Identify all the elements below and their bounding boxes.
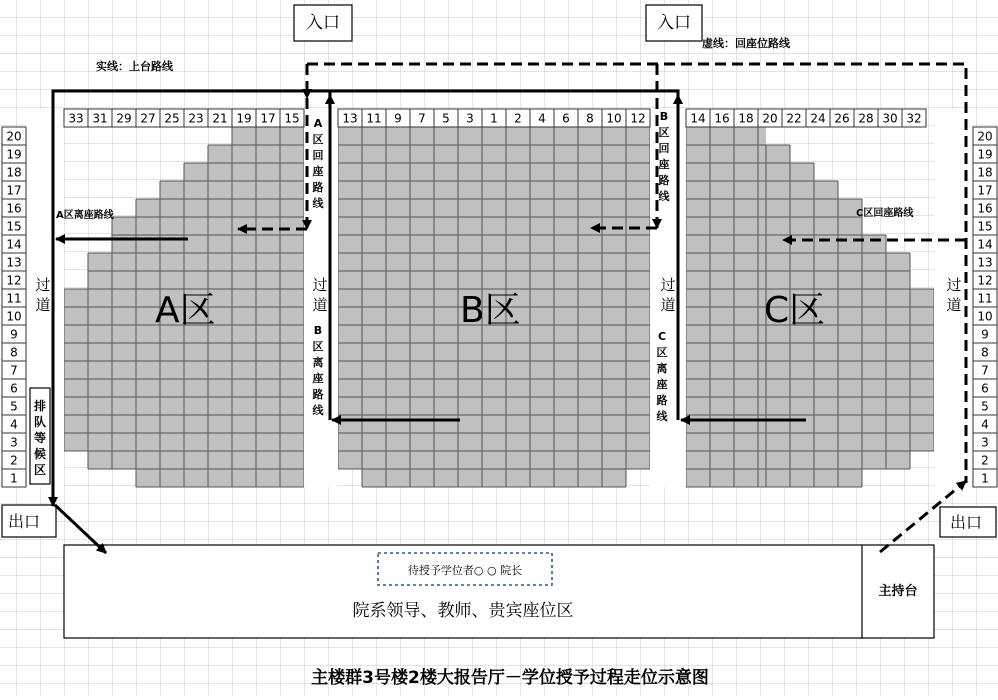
b-leave-label-char: 线 [312, 404, 324, 417]
col-header-b: 12 [630, 111, 646, 126]
section-c-label [764, 290, 825, 331]
col-header-a: 15 [284, 111, 300, 126]
row-number: 18 [6, 165, 22, 180]
queue-area-chars-char: 队 [33, 415, 47, 429]
col-header-b: 1 [490, 111, 498, 126]
col-header-b: 11 [366, 111, 382, 126]
col-header-b: 7 [418, 111, 426, 126]
col-header-b: 2 [514, 111, 522, 126]
aisle-label-left-char: 道 [35, 296, 51, 314]
row-number: 5 [981, 399, 989, 414]
row-number: 8 [981, 345, 989, 360]
c-return-label: C区回座路线 [856, 208, 914, 219]
exit-right-label: 出口 [949, 513, 983, 532]
row-number: 8 [10, 345, 18, 360]
diagram-title: 主楼群3号楼2楼大报告厅－学位授予过程走位示意图 [311, 668, 709, 688]
row-number: 13 [6, 255, 22, 270]
row-number: 17 [6, 183, 22, 198]
c-leave-label-char: 线 [656, 410, 668, 423]
entrance-left-label: 入口 [306, 13, 340, 33]
seat-block-c [862, 235, 886, 469]
seat-block-a [160, 181, 184, 487]
row-number: 20 [977, 129, 993, 144]
col-header-b: 3 [466, 111, 474, 126]
b-leave-label-char: 座 [312, 372, 324, 385]
b-return-label-char: 路 [658, 174, 670, 187]
row-number: 12 [6, 273, 22, 288]
row-number: 6 [981, 381, 989, 396]
a-return-label-char: 路 [312, 181, 324, 194]
col-header-c: 26 [834, 111, 850, 126]
section-a-label [155, 290, 216, 331]
a-return-label-char: 线 [312, 197, 324, 210]
col-header-b: 6 [562, 111, 570, 126]
b-leave-label-char: B [313, 324, 323, 337]
b-return-label-char: 区 [658, 126, 670, 139]
row-number: 5 [10, 399, 18, 414]
row-number: 16 [6, 201, 22, 216]
row-number: 19 [977, 147, 993, 162]
row-number: 10 [6, 309, 22, 324]
aisle-label-b-c-char: 道 [660, 296, 676, 314]
b-leave-label-char: 离 [312, 356, 324, 369]
c-leave-label-char: 路 [656, 394, 668, 407]
c-leave-label-char: 区 [656, 346, 668, 359]
exit-left-label: 出口 [7, 512, 41, 531]
col-header-c: 22 [786, 111, 802, 126]
row-number: 11 [977, 291, 993, 306]
row-number: 1 [10, 471, 18, 486]
queue-area-chars-char: 候 [33, 447, 47, 461]
row-number: 7 [981, 363, 989, 378]
row-number: 4 [981, 417, 989, 432]
section-b-text: B区 [460, 290, 521, 331]
row-number: 9 [10, 327, 18, 342]
col-header-a: 17 [260, 111, 276, 126]
row-number: 15 [6, 219, 22, 234]
row-number: 16 [977, 201, 993, 216]
row-number: 19 [6, 147, 22, 162]
col-header-b: 5 [442, 111, 450, 126]
seat-block-b [626, 127, 650, 469]
b-return-label-char: 线 [658, 190, 670, 203]
aisle-label-b-c-char: 过 [660, 276, 676, 294]
row-number: 11 [6, 291, 22, 306]
queue-area-chars-char: 区 [33, 463, 47, 477]
section-a-text: A区 [155, 290, 216, 331]
col-header-c: 20 [762, 111, 778, 126]
col-header-b: 4 [538, 111, 546, 126]
row-number: 6 [10, 381, 18, 396]
c-leave-label-char: C [657, 330, 667, 343]
column-headers [64, 109, 926, 127]
seat-block-a [64, 289, 88, 451]
aisle-label-right-char: 道 [946, 296, 962, 314]
row-numbers-right [973, 127, 997, 487]
podium-label: 主持台 [878, 584, 918, 599]
row-numbers-left [2, 127, 26, 487]
col-header-a: 29 [116, 111, 132, 126]
a-return-label-char: 座 [312, 165, 324, 178]
a-leave-label: A区离座路线 [56, 210, 114, 221]
col-header-a: 23 [188, 111, 204, 126]
seat-block-c [814, 181, 838, 487]
col-header-a: 31 [92, 111, 108, 126]
row-number: 2 [981, 453, 989, 468]
front-area-label: 院系领导、教师、贵宾座位区 [352, 601, 574, 621]
aisle-label-left-char: 过 [35, 276, 51, 294]
b-leave-label-char: 路 [312, 388, 324, 401]
row-number: 1 [981, 471, 989, 486]
row-number: 10 [977, 309, 993, 324]
row-number: 4 [10, 417, 18, 432]
row-number: 2 [10, 453, 18, 468]
row-number: 9 [981, 327, 989, 342]
col-header-a: 19 [236, 111, 252, 126]
queue-area-chars-char: 等 [33, 431, 47, 445]
col-header-c: 32 [906, 111, 922, 126]
a-return-label-char: A [313, 117, 323, 130]
legend-dashed: 虚线：回座位路线 [702, 37, 790, 50]
col-header-c: 24 [810, 111, 826, 126]
a-return-label-char: 回 [312, 149, 324, 162]
b-return-label-char: 回 [658, 142, 670, 155]
queue-area-chars-char: 排 [33, 399, 47, 413]
col-header-a: 33 [68, 111, 84, 126]
entrance-right-label: 入口 [657, 13, 691, 33]
col-header-b: 13 [342, 111, 358, 126]
row-number: 14 [6, 237, 22, 252]
b-return-label-char: B [659, 110, 669, 123]
front-legend-text: 待授予学位者○ ○ 院长 [407, 564, 523, 577]
b-return-label-char: 座 [658, 158, 670, 171]
aisle-label-a-b-char: 道 [312, 296, 328, 314]
col-header-c: 16 [714, 111, 730, 126]
row-number: 20 [6, 129, 22, 144]
col-header-b: 9 [394, 111, 402, 126]
section-c-text: C区 [764, 290, 826, 331]
col-header-c: 28 [858, 111, 874, 126]
row-number: 15 [977, 219, 993, 234]
aisle-label-right-char: 过 [946, 276, 962, 294]
col-header-a: 27 [140, 111, 156, 126]
col-header-a: 25 [164, 111, 180, 126]
row-number: 3 [10, 435, 18, 450]
col-header-c: 18 [738, 111, 754, 126]
row-number: 18 [977, 165, 993, 180]
col-header-b: 8 [586, 111, 594, 126]
b-leave-label-char: 区 [312, 340, 324, 353]
row-number: 13 [977, 255, 993, 270]
c-leave-label-char: 离 [656, 362, 668, 375]
col-header-b: 10 [606, 111, 622, 126]
row-number: 17 [977, 183, 993, 198]
section-b-label [460, 290, 521, 331]
row-number: 14 [977, 237, 993, 252]
row-number: 3 [981, 435, 989, 450]
row-number: 12 [977, 273, 993, 288]
c-leave-label-char: 座 [656, 378, 668, 391]
col-header-c: 14 [690, 111, 706, 126]
col-header-a: 21 [212, 111, 228, 126]
legend-solid: 实线：上台路线 [96, 60, 173, 73]
seat-block-c [910, 289, 934, 451]
seat-block-b [338, 127, 362, 469]
aisle-label-a-b-char: 过 [312, 276, 328, 294]
queue-area-chars [33, 398, 46, 477]
a-return-label-char: 区 [312, 133, 324, 146]
col-header-c: 30 [882, 111, 898, 126]
row-number: 7 [10, 363, 18, 378]
